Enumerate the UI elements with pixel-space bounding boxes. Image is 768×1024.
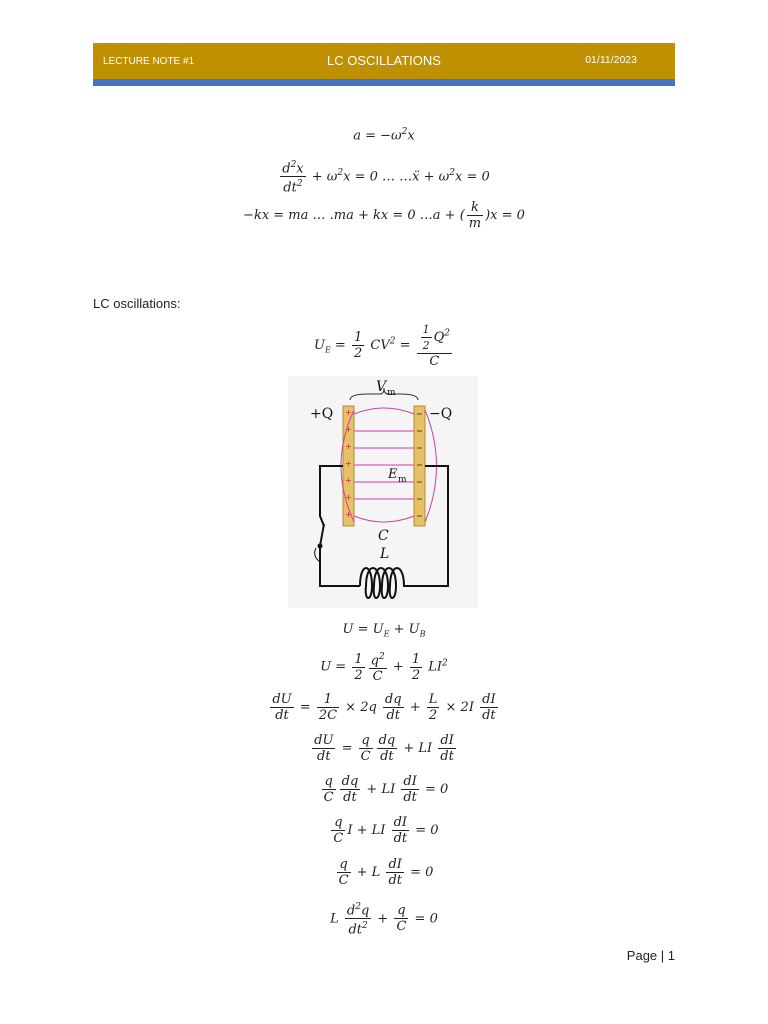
svg-text:+: + (345, 493, 352, 502)
label-minus-q: −Q (429, 406, 453, 422)
header-bar (93, 43, 675, 79)
equation-current-substitution: $\frac{q}{C}$ I + LI $\frac{dI}{dt}$ = 0 (333, 815, 439, 846)
svg-text:+: + (345, 425, 352, 434)
label-plus-q: +Q (310, 406, 334, 422)
equation-lc-oscillator: L $\frac{d^2q}{dt^2}$ + $\frac{q}{C}$ = 0 (330, 902, 438, 938)
label-vm: V (376, 379, 387, 395)
header-title: LC OSCILLATIONS (327, 53, 441, 68)
capacitor-plate-negative (414, 406, 425, 526)
label-c: C (378, 528, 389, 544)
equation-divided: $\frac{q}{C}$ + L $\frac{dI}{dt}$ = 0 (338, 857, 434, 888)
equation-energy-zero: $\frac{q}{C}$ $\frac{dq}{dt}$ + LI $\frac{dI}{dt}$ = 0 (323, 774, 449, 805)
svg-text:+: + (345, 476, 352, 485)
svg-text:+: + (345, 408, 352, 417)
equation-energy-derivative-simplified: $\frac{dU}{dt}$ = $\frac{q}{C}$ $\frac{dq}{dt}$ + LI $\frac{dI}{dt}$ (314, 733, 454, 764)
header-lecture-note: LECTURE NOTE #1 (103, 56, 195, 67)
equation-acceleration: $a = -\omega^2x$ (353, 127, 415, 144)
lc-circuit-diagram (288, 376, 478, 608)
label-em: E (388, 467, 398, 482)
svg-text:+: + (345, 510, 352, 519)
header-rule (93, 79, 675, 86)
equation-electric-energy: $U_E$ = $\frac{1}{2}$ $CV^2$ = $\frac{1}{2}$ $Q^2$ C (313, 323, 451, 369)
label-em-sub: m (398, 475, 407, 485)
equation-energy-derivative: $\frac{dU}{dt}$ = $\frac{1}{2C}$ × 2q $\frac{dq}{dt}$ + $\frac{L}{2}$ × 2I $\frac{dI}{dt}$ (272, 692, 496, 723)
label-l: L (380, 546, 390, 562)
equation-shm-differential: $\frac{d^2x}{dt^2}$ + $\omega^2x = 0$ … …ẍ + $\omega^2x = 0$ (282, 160, 490, 196)
section-label: LC oscillations: (93, 296, 181, 311)
equation-energy-expanded: U = $\frac{1}{2}$ $\frac{q^2}{C}$ + $\frac{1}{2}$ $LI^2$ (320, 651, 448, 685)
label-vm-sub: m (387, 388, 396, 398)
header-date: 01/11/2023 (585, 54, 637, 66)
equation-spring-force: −kx = ma … .ma + kx = 0 …a + ( $\frac{k}{m}$ )x = 0 (243, 200, 525, 231)
equation-total-energy: $U = U_E + U_B$ (342, 622, 426, 639)
svg-text:+: + (345, 442, 352, 451)
svg-text:+: + (345, 459, 352, 468)
page-number: Page | 1 (626, 948, 675, 963)
